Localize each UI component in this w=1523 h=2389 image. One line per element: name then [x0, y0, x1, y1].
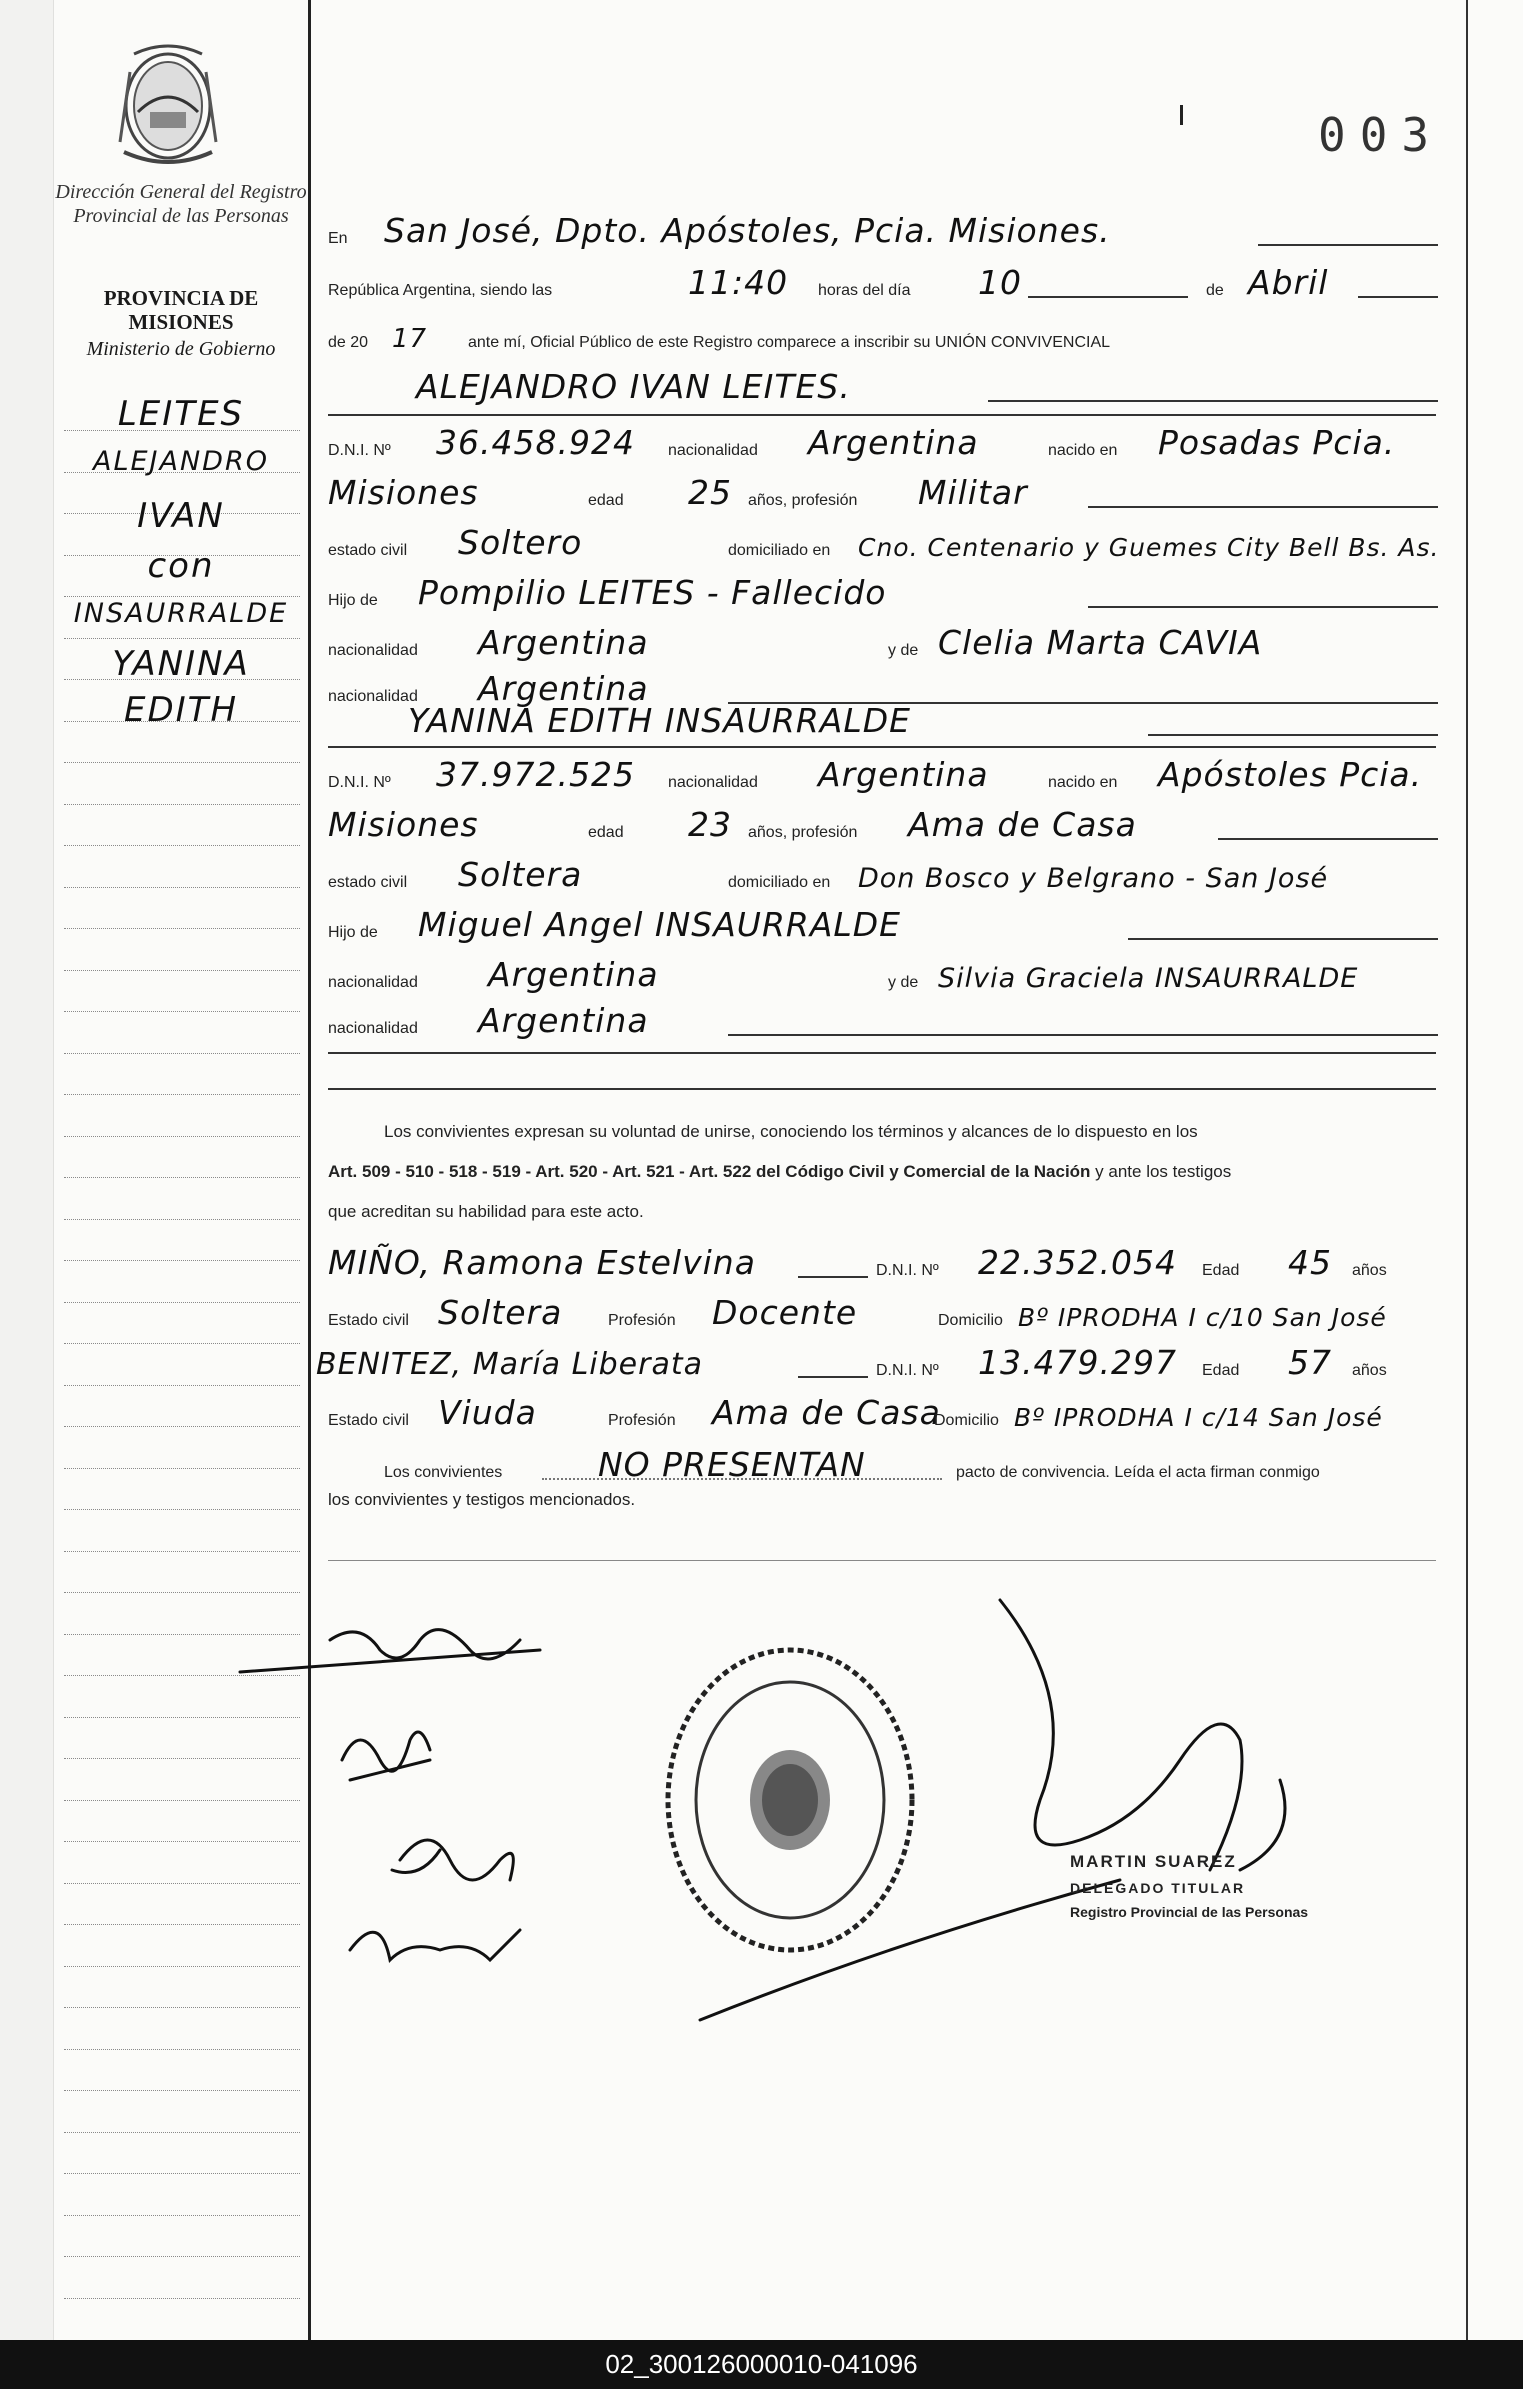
margin-line: [64, 1219, 300, 1220]
label-profesion: Profesión: [608, 1312, 676, 1329]
page-number: 003: [1318, 108, 1444, 162]
row-p1-edad: [328, 468, 1448, 516]
month-value: Abril: [1248, 263, 1329, 302]
margin-line: [64, 1094, 300, 1095]
person2-mother-nac: Argentina: [478, 1001, 649, 1040]
person1-profesion: Militar: [918, 473, 1028, 512]
fill-line: [1088, 506, 1438, 508]
margin-line: [64, 638, 300, 639]
section-separator: [328, 1088, 1436, 1090]
margin-line: [64, 2256, 300, 2257]
row-p1-estado: [328, 518, 1448, 566]
label-yde: y de: [888, 974, 919, 991]
fill-line: [1088, 606, 1438, 608]
margin-line: [64, 1592, 300, 1593]
section-separator: [328, 1052, 1436, 1054]
margin-line: [64, 762, 300, 763]
witness1-dni: 22.352.054: [978, 1243, 1177, 1282]
fill-line: [798, 1376, 868, 1378]
signature-2: [342, 1732, 430, 1780]
label-dni: D.N.I. Nº: [328, 774, 391, 791]
time-value: 11:40: [688, 263, 789, 302]
row-p1-name: [328, 362, 1448, 410]
stamp-name: MARTIN SUAREZ: [1070, 1852, 1237, 1871]
label-estado: Estado civil: [328, 1412, 409, 1429]
witness1-domicilio: Bº IPRODHA I c/10 San José: [1018, 1303, 1387, 1332]
person2-edad: 23: [688, 805, 732, 844]
row-p2-hijo: [328, 900, 1448, 948]
label-edad: edad: [588, 824, 624, 841]
margin-line: [64, 2298, 300, 2299]
person1-father-nac: Argentina: [478, 623, 649, 662]
margin-line: [64, 1800, 300, 1801]
label-dni: D.N.I. Nº: [876, 1262, 939, 1279]
fill-line: [1258, 244, 1438, 246]
witness2-name: BENITEZ, María Liberata: [316, 1347, 703, 1382]
row-witness2: [316, 1338, 1448, 1386]
signature-4: [350, 1930, 520, 1960]
declaration-line-2: [328, 1152, 1438, 1192]
person2-birthplace-2: Misiones: [328, 805, 479, 844]
person2-profesion: Ama de Casa: [908, 805, 1137, 844]
margin-note-line: ALEJANDRO: [92, 446, 269, 477]
margin-divider: [308, 0, 311, 2340]
label-edad: Edad: [1202, 1362, 1240, 1379]
margin-line: [64, 1302, 300, 1303]
pacto-text: pacto de convivencia. Leída el acta firman conmigo: [956, 1464, 1320, 1481]
official-seal: [660, 1640, 920, 1960]
label-de: de: [1206, 282, 1224, 299]
fill-line: [728, 1034, 1438, 1036]
margin-line: [64, 845, 300, 846]
margin-line: [64, 2090, 300, 2091]
margin-line: [64, 1260, 300, 1261]
margin-line: [64, 1053, 300, 1054]
label-estado: Estado civil: [328, 1312, 409, 1329]
row-p2-father-nac: [328, 950, 1448, 998]
stamp-office: Registro Provincial de las Personas: [1070, 1904, 1309, 1920]
person2-birthplace: Apóstoles Pcia.: [1158, 755, 1423, 794]
person1-nacionalidad: Argentina: [808, 423, 979, 462]
fill-line: [1148, 734, 1438, 736]
declaration-testigos: y ante los testigos: [1095, 1162, 1232, 1181]
label-yde: y de: [888, 642, 919, 659]
closing-line: los convivientes y testigos mencionados.: [328, 1490, 636, 1509]
margin-line: [64, 1385, 300, 1386]
margin-line: [64, 1717, 300, 1718]
row-date: [328, 258, 1448, 306]
person1-name: ALEJANDRO IVAN LEITES.: [416, 367, 851, 406]
person1-dni: 36.458.924: [436, 423, 635, 462]
label-estado: estado civil: [328, 542, 408, 559]
label-domicilio: domiciliado en: [728, 874, 831, 891]
margin-line: [64, 2132, 300, 2133]
label-convivientes: Los convivientes: [384, 1464, 503, 1481]
label-nacido: nacido en: [1048, 774, 1118, 791]
margin-line: [64, 2215, 300, 2216]
margin-note-line: con: [147, 546, 215, 586]
margin-line: [64, 804, 300, 805]
person1-edad: 25: [688, 473, 732, 512]
row-p1-dni: [328, 418, 1448, 466]
person2-name: YANINA EDITH INSAURRALDE: [408, 701, 911, 740]
tick-mark: [1180, 105, 1183, 125]
person1-birthplace: Posadas Pcia.: [1158, 423, 1396, 462]
institution-name: Dirección General del Registro Provincial de las Personas: [55, 181, 307, 227]
footer-code: 02_300126000010-041096: [0, 2340, 1523, 2389]
section-separator: [328, 746, 1436, 748]
label-nacionalidad: nacionalidad: [328, 688, 418, 705]
row-p2-edad: [328, 800, 1448, 848]
day-value: 10: [978, 263, 1022, 302]
label-en: En: [328, 230, 348, 247]
person2-estado: Soltera: [458, 855, 583, 894]
label-anos: años: [1352, 1362, 1387, 1379]
province-name: PROVINCIA DE MISIONES: [103, 286, 259, 334]
margin-line: [64, 1343, 300, 1344]
person1-estado: Soltero: [458, 523, 583, 562]
label-edad: Edad: [1202, 1262, 1240, 1279]
label-horas: horas del día: [818, 282, 911, 299]
person1-father: Pompilio LEITES - Fallecido: [418, 573, 887, 612]
label-estado: estado civil: [328, 874, 408, 891]
margin-line: [64, 928, 300, 929]
person2-nacionalidad: Argentina: [818, 755, 989, 794]
margin-line: [64, 1924, 300, 1925]
margin-line: [64, 1883, 300, 1884]
fill-line: [798, 1276, 868, 1278]
margin-line: [64, 1675, 300, 1676]
label-nacionalidad: nacionalidad: [328, 974, 418, 991]
blank-line: [328, 1560, 1436, 1561]
margin-line: [64, 1966, 300, 1967]
fill-line: [1358, 296, 1438, 298]
witness1-estado: Soltera: [438, 1293, 563, 1332]
margin-line: [64, 1426, 300, 1427]
margin-line: [64, 1758, 300, 1759]
witness2-estado: Viuda: [438, 1393, 537, 1432]
witness1-name: MIÑO, Ramona Estelvina: [328, 1243, 756, 1282]
coat-of-arms-icon: [110, 42, 226, 170]
label-nacionalidad: nacionalidad: [328, 642, 418, 659]
label-dni: D.N.I. Nº: [328, 442, 391, 459]
margin-line: [64, 1177, 300, 1178]
witness1-profesion: Docente: [712, 1293, 858, 1332]
declaration-line-3: que acreditan su habilidad para este acto.: [328, 1202, 644, 1221]
pacto-value: NO PRESENTAN: [598, 1445, 866, 1484]
margin-note-line: IVAN: [137, 496, 225, 536]
row-p1-hijo: [328, 568, 1448, 616]
label-nacionalidad: nacionalidad: [668, 442, 758, 459]
label-nacionalidad: nacionalidad: [328, 1020, 418, 1037]
label-profesion: Profesión: [608, 1412, 676, 1429]
label-dni: D.N.I. Nº: [876, 1362, 939, 1379]
margin-note-line: LEITES: [117, 394, 245, 434]
witness1-edad: 45: [1288, 1243, 1332, 1282]
witness2-domicilio: Bº IPRODHA I c/14 San José: [1014, 1403, 1383, 1432]
fill-line: [1218, 838, 1438, 840]
row-p2-mother-nac: [328, 996, 1448, 1044]
margin-line: [64, 1468, 300, 1469]
margin-line: [64, 1011, 300, 1012]
declaration-articles: Art. 509 - 510 - 518 - 519 - Art. 520 - Art. 521 - Art. 522 del Código Civil y Comercial de la Nación: [328, 1162, 1091, 1181]
label-nacido: nacido en: [1048, 442, 1118, 459]
row-witness2-detail: [328, 1388, 1448, 1436]
person2-mother: Silvia Graciela INSAURRALDE: [938, 963, 1359, 994]
row-place: [328, 206, 1448, 254]
label-domicilio: Domicilio: [934, 1412, 999, 1429]
fill-line: [1128, 938, 1438, 940]
label-domicilio: domiciliado en: [728, 542, 831, 559]
declaration-line-1: Los convivientes expresan su voluntad de unirse, conociendo los términos y alcances de lo dispuesto en los: [384, 1122, 1198, 1141]
person2-domicilio: Don Bosco y Belgrano - San José: [858, 863, 1329, 894]
row-p1-father-nac: [328, 618, 1448, 666]
person1-mother-nac: Argentina: [478, 669, 649, 708]
margin-note-line: EDITH: [123, 690, 239, 730]
witness2-dni: 13.479.297: [978, 1343, 1177, 1382]
margin-note-line: INSAURRALDE: [73, 598, 289, 629]
label-nacionalidad: nacionalidad: [668, 774, 758, 791]
section-separator: [328, 414, 1436, 416]
margin-line: [64, 596, 300, 597]
row-witness1: [328, 1238, 1448, 1286]
label-edad: edad: [588, 492, 624, 509]
label-year: de 20: [328, 334, 369, 351]
person1-domicilio: Cno. Centenario y Guemes City Bell Bs. As.: [858, 533, 1440, 562]
label-domicilio: Domicilio: [938, 1312, 1003, 1329]
right-border: [1466, 0, 1468, 2340]
person1-birthplace-2: Misiones: [328, 473, 479, 512]
margin-line: [64, 1509, 300, 1510]
row-p2-estado: [328, 850, 1448, 898]
margin-line: [64, 970, 300, 971]
person2-dni: 37.972.525: [436, 755, 635, 794]
label-republica: República Argentina, siendo las: [328, 282, 553, 299]
place-value: San José, Dpto. Apóstoles, Pcia. Misiones.: [384, 211, 1111, 250]
margin-line: [64, 2173, 300, 2174]
signature-3: [392, 1840, 513, 1880]
row-witness1-detail: [328, 1288, 1448, 1336]
label-anos: años: [1352, 1262, 1387, 1279]
margin-note-line: YANINA: [112, 644, 250, 684]
ministry-name: Ministerio de Gobierno: [86, 338, 276, 360]
margin-line: [64, 2007, 300, 2008]
fill-line: [1028, 296, 1188, 298]
fill-line: [988, 400, 1438, 402]
label-hijo: Hijo de: [328, 924, 378, 941]
person2-father: Miguel Angel INSAURRALDE: [418, 905, 902, 944]
year-value: 17: [392, 324, 428, 354]
row-p2-name: [328, 696, 1448, 744]
person1-mother: Clelia Marta CAVIA: [938, 623, 1263, 662]
label-hijo: Hijo de: [328, 592, 378, 609]
margin-line: [64, 1841, 300, 1842]
label-anos: años, profesión: [748, 492, 858, 509]
margin-line: [64, 1551, 300, 1552]
margin-line: [64, 1136, 300, 1137]
witness2-edad: 57: [1288, 1343, 1332, 1382]
margin-line: [64, 1634, 300, 1635]
label-anos: años, profesión: [748, 824, 858, 841]
row-year: [328, 310, 1448, 358]
page-edge: [0, 0, 54, 2340]
stamp-title: DELEGADO TITULAR: [1070, 1880, 1246, 1896]
margin-line: [64, 2049, 300, 2050]
margin-line: [64, 887, 300, 888]
witness2-profesion: Ama de Casa: [712, 1393, 941, 1432]
row-p2-dni: [328, 750, 1448, 798]
person2-father-nac: Argentina: [488, 955, 659, 994]
intro-text: ante mí, Oficial Público de este Registro comparece a inscribir su UNIÓN CONVIVENCIAL: [468, 334, 1111, 351]
